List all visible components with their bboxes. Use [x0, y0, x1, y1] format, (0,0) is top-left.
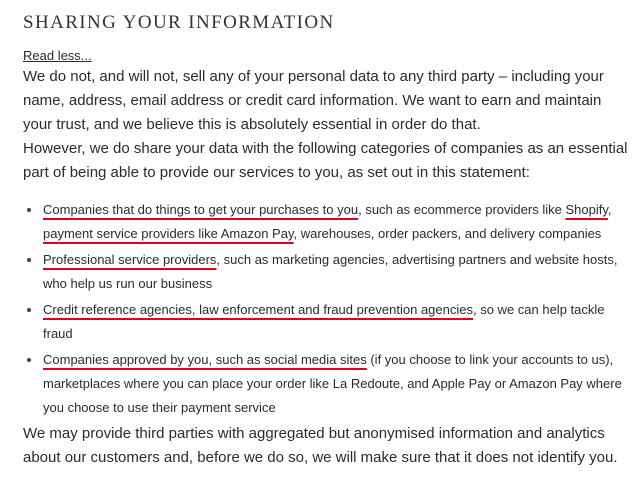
highlighted-phrase: payment service providers like Amazon Pay — [43, 226, 294, 241]
list-item-text: , such as marketing agencies, advertising partners and website hosts, who help us run our business — [43, 252, 618, 291]
bullet-icon — [27, 308, 31, 312]
sharing-section — [23, 10, 629, 470]
list-item-text: (if you choose to link your accounts to us), marketplaces where you can place your order like La Redoute, and Apple Pay or Amazon Pay where you choose to use their payment service — [43, 352, 622, 415]
list-item-text: , warehouses, order packers, and delivery companies — [293, 226, 602, 241]
sharing-categories-list — [23, 198, 629, 420]
paragraph-sharing-intro: However, we do share your data with the following categories of companies as an essential part of being able to provide our services to you, as set out in this statement: — [23, 140, 628, 181]
bullet-icon — [27, 258, 31, 262]
paragraph-aggregated: We may provide third parties with aggregated but anonymised information and analytics about our customers and, before we do so, we will make sure that it does not identify you. — [23, 425, 618, 466]
section-heading: SHARING YOUR INFORMATION — [23, 12, 335, 33]
list-item — [23, 248, 629, 296]
highlighted-phrase: Professional service providers — [43, 252, 217, 267]
list-item-text: , such as ecommerce providers like — [358, 202, 566, 217]
list-item — [23, 348, 629, 420]
read-less-link[interactable]: Read less... — [23, 48, 92, 63]
list-item — [23, 198, 629, 246]
bullet-icon — [27, 208, 31, 212]
highlighted-phrase: Shopify — [565, 202, 608, 217]
highlighted-phrase: Credit reference agencies, law enforcement and fraud prevention agencies — [43, 302, 473, 317]
highlighted-phrase: Companies approved by you, such as social media sites — [43, 352, 367, 367]
list-item — [23, 298, 629, 346]
paragraph-no-sale: We do not, and will not, sell any of your personal data to any third party – including your name, address, email address or credit card information. We want to earn and maintain your trust, and we believe this is absolutely essential in order do that. — [23, 68, 604, 133]
highlighted-phrase: Companies that do things to get your purchases to you — [43, 202, 359, 217]
list-item-text: , so we can help tackle fraud — [43, 302, 605, 341]
bullet-icon — [27, 358, 31, 362]
list-item-text: , — [607, 202, 612, 217]
